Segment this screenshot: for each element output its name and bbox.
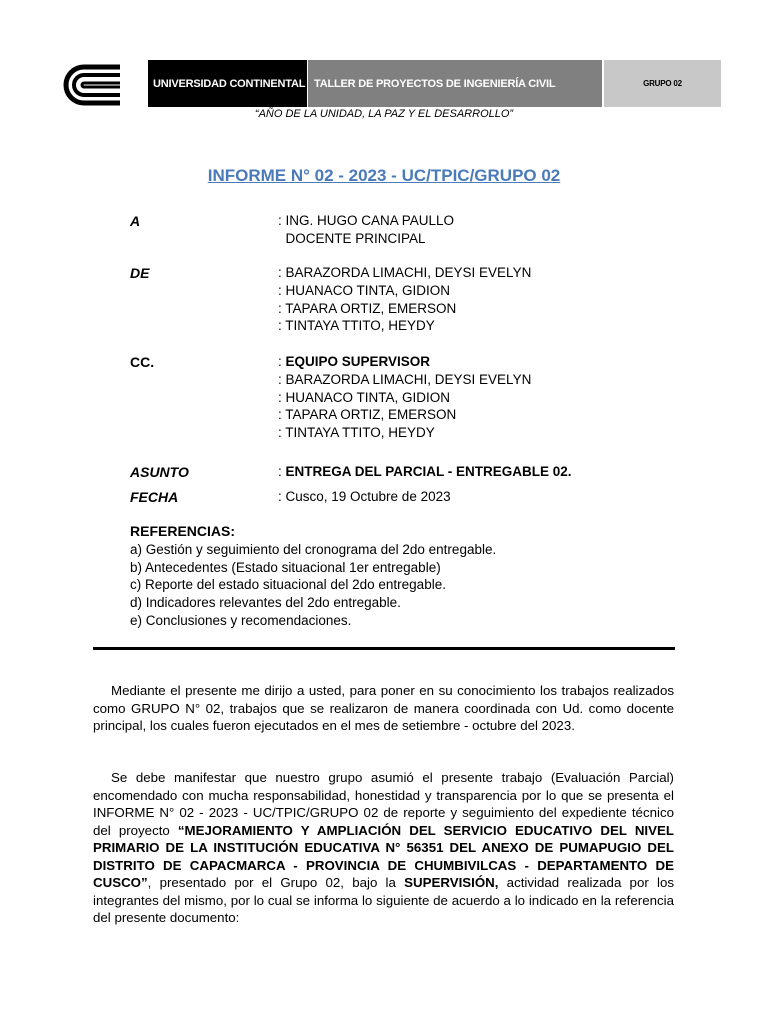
from-line: : HUANACO TINTA, GIDION bbox=[278, 282, 451, 298]
from-line: : TAPARA ORTIZ, EMERSON bbox=[278, 300, 457, 316]
date-value: : Cusco, 19 Octubre de 2023 bbox=[278, 489, 451, 504]
date-label: FECHA bbox=[130, 489, 179, 505]
body-paragraph-1: Mediante el presente me dirijo a usted, para poner en su conocimiento los trabajos realizados como GRUPO N° 02, trabajos que se realizaron de manera coordinada con Ud. como docente principal, los cuales fueron ejecutados en el mes de setiembre - octubre del 2023. bbox=[93, 683, 674, 733]
p2-text: , presentado por el Grupo 02, bajo la bbox=[147, 875, 405, 890]
subject-label: ASUNTO bbox=[130, 464, 189, 480]
cc-line: : HUANACO TINTA, GIDION bbox=[278, 389, 451, 405]
subject-value bbox=[278, 463, 698, 481]
reference-item: e) Conclusiones y recomendaciones. bbox=[130, 612, 352, 628]
reference-item: d) Indicadores relevantes del 2do entregable. bbox=[130, 595, 401, 611]
subject-text: ENTREGA DEL PARCIAL - ENTREGABLE 02. bbox=[285, 464, 572, 479]
header-university: UNIVERSIDAD CONTINENTAL bbox=[148, 60, 307, 107]
references bbox=[130, 523, 496, 630]
cc-label: CC. bbox=[130, 354, 155, 370]
body-paragraph-2 bbox=[93, 769, 674, 927]
subject-prefix: : bbox=[278, 464, 286, 479]
reference-item: a) Gestión y seguimiento del cronograma del 2do entregable. bbox=[130, 541, 497, 557]
references-heading: REFERENCIAS: bbox=[130, 523, 236, 539]
cc-line: : BARAZORDA LIMACHI, DEYSI EVELYN bbox=[278, 371, 532, 387]
divider bbox=[93, 647, 675, 650]
header-course: TALLER DE PROYECTOS DE INGENIERÍA CIVIL bbox=[308, 60, 602, 107]
cc-line: : TINTAYA TTITO, HEYDY bbox=[278, 425, 435, 441]
cc-line: : TAPARA ORTIZ, EMERSON bbox=[278, 407, 457, 423]
p2-text: actividad realizada por los integrantes del mismo, por lo cual se informa lo siguiente de acuerdo a lo indicado en la referencia del presente documento: bbox=[93, 875, 674, 925]
cc-value bbox=[278, 353, 698, 442]
to-line: DOCENTE PRINCIPAL bbox=[278, 230, 426, 246]
from-line: : TINTAYA TTITO, HEYDY bbox=[278, 318, 435, 334]
cc-heading: EQUIPO SUPERVISOR bbox=[285, 354, 431, 369]
from-value bbox=[278, 264, 698, 335]
reference-item: c) Reporte del estado situacional del 2do entregable. bbox=[130, 577, 446, 593]
to-value bbox=[278, 212, 698, 248]
from-label: DE bbox=[130, 265, 150, 281]
cc-prefix: : bbox=[278, 354, 286, 369]
motto: “AÑO DE LA UNIDAD, LA PAZ Y EL DESARROLLO” bbox=[254, 108, 514, 120]
to-label: A bbox=[130, 213, 141, 229]
cc-heading-line bbox=[278, 353, 698, 371]
supervision-text: SUPERVISIÓN, bbox=[404, 875, 499, 890]
report-title: INFORME N° 02 - 2023 - UC/TPIC/GRUPO 02 bbox=[207, 166, 561, 185]
to-line: : ING. HUGO CANA PAULLO bbox=[278, 213, 455, 228]
reference-item: b) Antecedentes (Estado situacional 1er entregable) bbox=[130, 559, 441, 575]
project-name: “MEJORAMIENTO Y AMPLIACIÓN DEL SERVICIO EDUCATIVO DEL NIVEL PRIMARIO DE LA INSTITUCIÓN EDUCATIVA N° 56351 DEL ANEXO DE PUMAPUGIO DEL DISTRITO DE CAPACMARCA - PROVINCIA DE CHUMBIVILCAS - DEPARTAMENTO DE CUSCO” bbox=[93, 822, 674, 890]
header-group: GRUPO 02 bbox=[604, 60, 721, 107]
p2-text: Se debe manifestar que nuestro grupo asumió el presente trabajo (Evaluación Parcial) encomendado con mucha responsabilidad, honestidad y transparencia por lo que se presenta el INFORME N° 02 - 2023 - UC/TPIC/GRUPO 02 de reporte y seguimiento del expediente técnico del proyecto bbox=[93, 770, 674, 838]
university-logo-icon bbox=[56, 64, 124, 106]
from-line: : BARAZORDA LIMACHI, DEYSI EVELYN bbox=[278, 265, 532, 280]
